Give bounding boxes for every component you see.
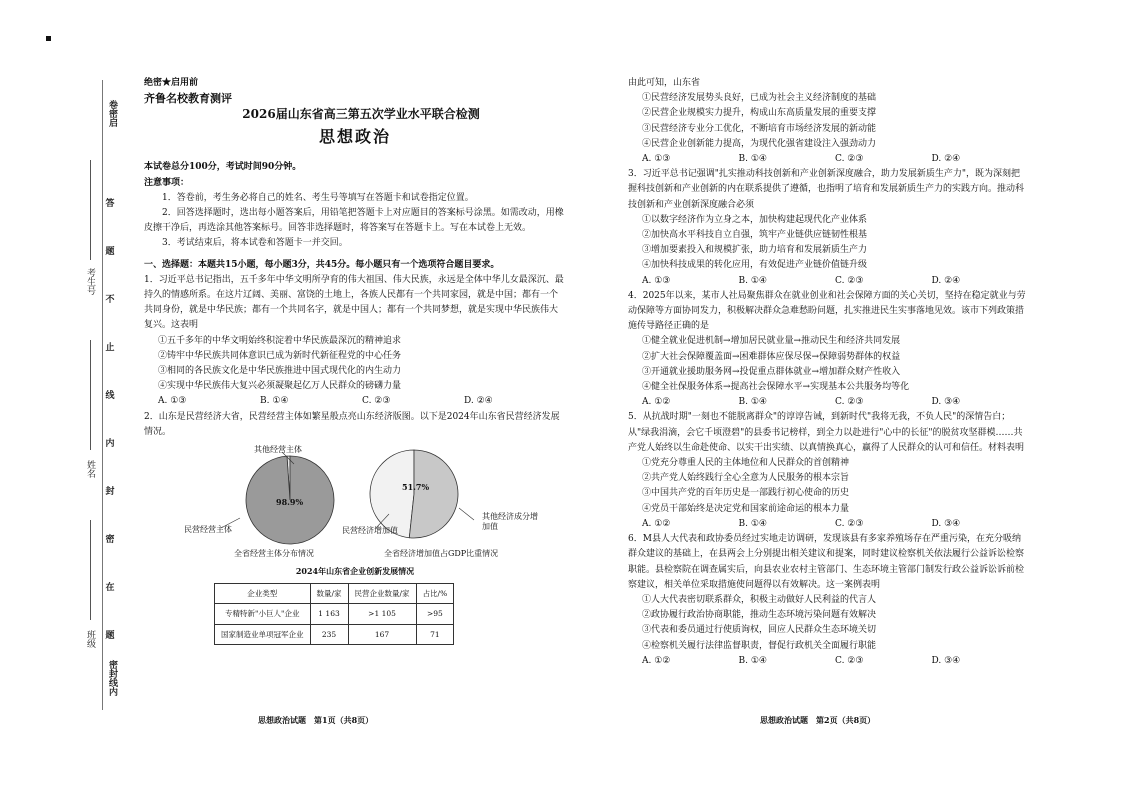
choice-c[interactable]: C. ②③ xyxy=(835,275,864,286)
question-stem: 3．习近平总书记强调"扎实推动科技创新和产业创新深度融合，助力发展新质生产力"，既为深刻把握科技创新和产业创新的内在联系提供了遵循，也指明了培育和发展新质生产力的实践方向。推动科技创新和产业创新深度融合必须 xyxy=(628,169,1025,210)
question-option: ③增加要素投入和规模扩张，助力培育和发展新质生产力 xyxy=(642,245,868,256)
pie1-caption: 全省经营主体分布情况 xyxy=(234,549,314,559)
table-cell: 专精特新"小巨人"企业 xyxy=(215,604,311,624)
binding-char: 线 xyxy=(105,391,115,401)
choice-d[interactable]: D. ②④ xyxy=(464,396,493,407)
question-option: ②政协履行政治协商职能，推动生态环境污染问题有效解决 xyxy=(642,610,877,621)
question-option: ①民营经济发展势头良好，已成为社会主义经济制度的基础 xyxy=(642,93,877,104)
question-option: ②加快高水平科技自立自强，筑牢产业链供应链韧性根基 xyxy=(642,230,868,241)
question-option: ③开通就业援助服务网→投促重点群体就业→增加群众财产性收入 xyxy=(642,366,901,377)
page1-footer: 思想政治试题 第1页（共8页） xyxy=(258,715,374,725)
page-2 xyxy=(628,76,1028,669)
question-option: ①党充分尊重人民的主体地位和人民群众的首创精神 xyxy=(642,458,850,469)
question-option: ④健全社保服务体系→提高社会保障水平→实现基本公共服务均等化 xyxy=(642,382,910,393)
question-stem: 5．从抗战时期"一刻也不能脱离群众"的谆谆告诫，到新时代"我将无我，不负人民"的深情告白；从"绿我涓滴，会它千顷澄碧"的县委书记榜样，到全力以赴进行"心中的长征"的脱贫攻坚群模……共产党人始终以生命赴使命、以实干出实绩、以真情换真心，赢得了人民群众的认可和信任。材料表明 xyxy=(628,412,1025,453)
question-option: ④检察机关履行法律监督职责，督促行政机关全面履行职能 xyxy=(642,640,877,651)
question-3 xyxy=(628,167,1028,289)
question-option: ②共产党人始终践行全心全意为人民服务的根本宗旨 xyxy=(642,473,850,484)
choice-a[interactable]: A. ①② xyxy=(642,518,671,529)
question-stem: 1．习近平总书记指出，五千多年中华文明所孕育的伟大祖国、伟大民族，永远是全体中华儿女最深沉、最持久的情感所系。在这片辽阔、美丽、富饶的土地上，各族人民都有一个共同家园，就是中国；都有一个共同身份，就是中华民族；都有一个共同名字，就是中国人；都有一个共同梦想，就是实现中华民族伟大复兴。这表明 xyxy=(144,274,564,331)
answer-choices xyxy=(628,654,1028,669)
question-option: ②民营企业规模实力提升，构成山东高质量发展的重要支撑 xyxy=(642,108,877,119)
notice-1: 1．答卷前，考生务必将自己的姓名、考生号等填写在答题卡和试卷指定位置。 xyxy=(162,192,474,203)
binding-char: 内 xyxy=(105,439,115,449)
choice-b[interactable]: B. ①④ xyxy=(260,396,289,407)
table-cell: 国家制造业单项冠军企业 xyxy=(215,624,311,644)
question-option: ④民营企业创新能力提高，为现代化强省建设注入强劲动力 xyxy=(642,138,877,149)
name-label: 姓名 xyxy=(85,460,95,478)
section-heading: 一、选择题：本题共15小题，每小题3分，共45分。每小题只有一个选项符合题目要求。 xyxy=(144,259,500,270)
pie1-bottom-label: 民营经营主体 xyxy=(184,525,232,535)
table-header: 企业类型 xyxy=(215,584,311,604)
choice-b[interactable]: B. ①④ xyxy=(738,518,767,529)
pie2-left-label: 民营经济增加值 xyxy=(342,526,398,536)
page-1 xyxy=(144,76,566,645)
pie-charts xyxy=(144,442,566,560)
choice-a[interactable]: A. ①② xyxy=(642,655,671,666)
question-option: ③代表和委员通过行使质询权，回应人民群众生态环境关切 xyxy=(642,625,877,636)
answer-choices xyxy=(628,274,1028,289)
table-header: 数量/家 xyxy=(310,584,348,604)
page2-footer: 思想政治试题 第2页（共8页） xyxy=(760,715,876,725)
pie1-value-label: 98.9% xyxy=(276,497,304,508)
choice-a[interactable]: A. ①③ xyxy=(642,154,671,165)
question-stem: 2．山东是民营经济大省，民营经营主体如繁星般点亮山东经济版图。以下是2024年山东省民营经济发展情况。 xyxy=(144,411,560,437)
pie2-value-label: 51.7% xyxy=(402,482,430,493)
org-title: 齐鲁名校教育测评 xyxy=(144,92,232,106)
question-option: ②扩大社会保障覆盖面→困难群体应保尽保→保障弱势群体的权益 xyxy=(642,351,901,362)
question-stem: 6．M县人大代表和政协委员经过实地走访调研，发现该县有多家养殖场存在严重污染，在充分吸纳群众建议的基础上，在县两会上分别提出相关建议和提案，同时建议检察机关依法履行公益诉讼检察职能。县检察院在调查属实后，向县农业农村主管部门、生态环境主管部门制发行政公益诉讼诉前检察建议，相关单位采取措施使问题得以有效解决。这一案例表明 xyxy=(628,534,1025,590)
binding-char: 封 xyxy=(105,487,115,497)
binding-char: 不 xyxy=(105,295,115,305)
class-line xyxy=(90,520,91,620)
choice-b[interactable]: B. ①④ xyxy=(738,397,767,408)
choice-b[interactable]: B. ①④ xyxy=(738,275,767,286)
choice-d[interactable]: D. ③④ xyxy=(931,655,961,666)
class-label: 班级 xyxy=(85,630,95,648)
question-5 xyxy=(628,410,1028,532)
table-cell: 71 xyxy=(416,624,454,644)
question-stem: 4．2025年以来，某市人社局聚焦群众在就业创业和社会保障方面的关心关切，坚持在稳定就业与劳动保障等方面协同发力，积极解决群众急难愁盼问题，扎实推进民生实事落地见效。该市下列政策措施传导路径正确的是 xyxy=(628,290,1026,332)
innovation-table xyxy=(214,583,454,645)
question-option: ④加快科技成果的转化应用，有效促进产业链价值链升级 xyxy=(642,260,868,271)
pie-charts-svg xyxy=(144,442,566,560)
subject-title: 思想政治 xyxy=(318,127,391,147)
question-option: ④党员干部始终是决定党和国家前途命运的根本力量 xyxy=(642,503,850,514)
table-header-row xyxy=(215,584,454,604)
exam-title: 2026届山东省高三第五次学业水平联合检测 xyxy=(242,107,480,122)
binding-bottom-label: 密封线内 xyxy=(107,660,117,696)
candidate-no-label: 考生号 xyxy=(85,268,95,295)
table-cell: 1 163 xyxy=(310,604,348,624)
question-option: ①人大代表密切联系群众，积极主动做好人民利益的代言人 xyxy=(642,594,877,605)
question-lead: 由此可知，山东省 xyxy=(628,78,701,88)
choice-c[interactable]: C. ②③ xyxy=(835,518,864,529)
table-cell: 167 xyxy=(348,624,416,644)
binding-char: 在 xyxy=(105,583,115,593)
choice-a[interactable]: A. ①③ xyxy=(158,396,187,407)
choice-d[interactable]: D. ②④ xyxy=(931,275,961,286)
table-cell: 235 xyxy=(310,624,348,644)
notice-title: 注意事项： xyxy=(144,177,190,188)
question-option: ④实现中华民族伟大复兴必须凝聚起亿万人民群众的磅礴力量 xyxy=(158,381,402,392)
choice-a[interactable]: A. ①③ xyxy=(642,275,671,286)
question-option: ①健全就业促进机制→增加居民就业量→推动民生和经济共同发展 xyxy=(642,336,901,347)
notice-3: 3．考试结束后，将本试卷和答题卡一并交回。 xyxy=(162,238,348,249)
question-option: ①以数字经济作为立身之本，加快构建起现代化产业体系 xyxy=(642,214,868,225)
choice-c[interactable]: C. ②③ xyxy=(835,154,864,165)
choice-c[interactable]: C. ②③ xyxy=(835,397,864,408)
binding-char: 答 xyxy=(105,199,115,209)
binding-char: 密 xyxy=(105,535,115,545)
binding-char: 题 xyxy=(105,631,115,641)
name-line xyxy=(90,340,91,450)
question-4 xyxy=(628,289,1028,411)
question-option: ③相同的各民族文化是中华民族推进中国式现代化的内生动力 xyxy=(158,366,402,377)
corner-mark xyxy=(46,36,51,41)
notice-2: 2．回答选择题时，选出每小题答案后，用铅笔把答题卡上对应题目的答案标号涂黑。如需改动，用橡皮擦干净后，再选涂其他答案标号。回答非选择题时，将答案写在答题卡上。写在本试卷上无效。 xyxy=(144,208,564,234)
table-header: 占比/% xyxy=(416,584,454,604)
pie2-caption: 全省经济增加值占GDP比重情况 xyxy=(384,549,499,559)
choice-b[interactable]: B. ①④ xyxy=(738,655,767,666)
table-row xyxy=(215,604,454,624)
table-cell: >1 105 xyxy=(348,604,416,624)
choice-d[interactable]: D. ③④ xyxy=(931,397,961,408)
choice-a[interactable]: A. ①② xyxy=(642,397,671,408)
answer-choices xyxy=(144,394,566,409)
answer-choices xyxy=(628,152,1028,167)
choice-d[interactable]: D. ②④ xyxy=(931,154,961,165)
question-2 xyxy=(144,410,566,645)
table-cell: >95 xyxy=(416,604,454,624)
answer-choices xyxy=(628,395,1028,410)
question-option: ③中国共产党的百年历史是一部践行初心使命的历史 xyxy=(642,488,850,499)
choice-c[interactable]: C. ②③ xyxy=(362,396,391,407)
question-option: ②铸牢中华民族共同体意识已成为新时代新征程党的中心任务 xyxy=(158,350,402,361)
pie1-top-label: 其他经营主体 xyxy=(254,445,302,455)
score-info: 本试卷总分100分，考试时间90分钟。 xyxy=(144,162,302,173)
leader-line xyxy=(459,508,474,520)
choice-b[interactable]: B. ①④ xyxy=(738,154,767,165)
table-row xyxy=(215,624,454,644)
secret-mark: 绝密★启用前 xyxy=(144,78,199,88)
table-title: 2024年山东省企业创新发展情况 xyxy=(295,566,415,577)
choice-d[interactable]: D. ③④ xyxy=(931,518,961,529)
table-header: 民营企业数量/家 xyxy=(348,584,416,604)
choice-c[interactable]: C. ②③ xyxy=(835,655,864,666)
question-option: ①五千多年的中华文明始终积淀着中华民族最深沉的精神追求 xyxy=(158,335,402,346)
question-6 xyxy=(628,532,1028,669)
binding-top-label: 卷密启 xyxy=(107,100,117,127)
pie2-right-label: 其他经济成分增加值 xyxy=(482,512,538,532)
binding-char: 题 xyxy=(105,247,115,257)
answer-choices xyxy=(628,517,1028,532)
question-1 xyxy=(144,273,566,410)
question-2-continued xyxy=(628,76,1028,167)
question-option: ③民营经济专业分工优化，不断培育市场经济发展的新动能 xyxy=(642,123,877,134)
binding-char: 止 xyxy=(105,343,115,353)
candidate-no-line xyxy=(90,160,91,260)
